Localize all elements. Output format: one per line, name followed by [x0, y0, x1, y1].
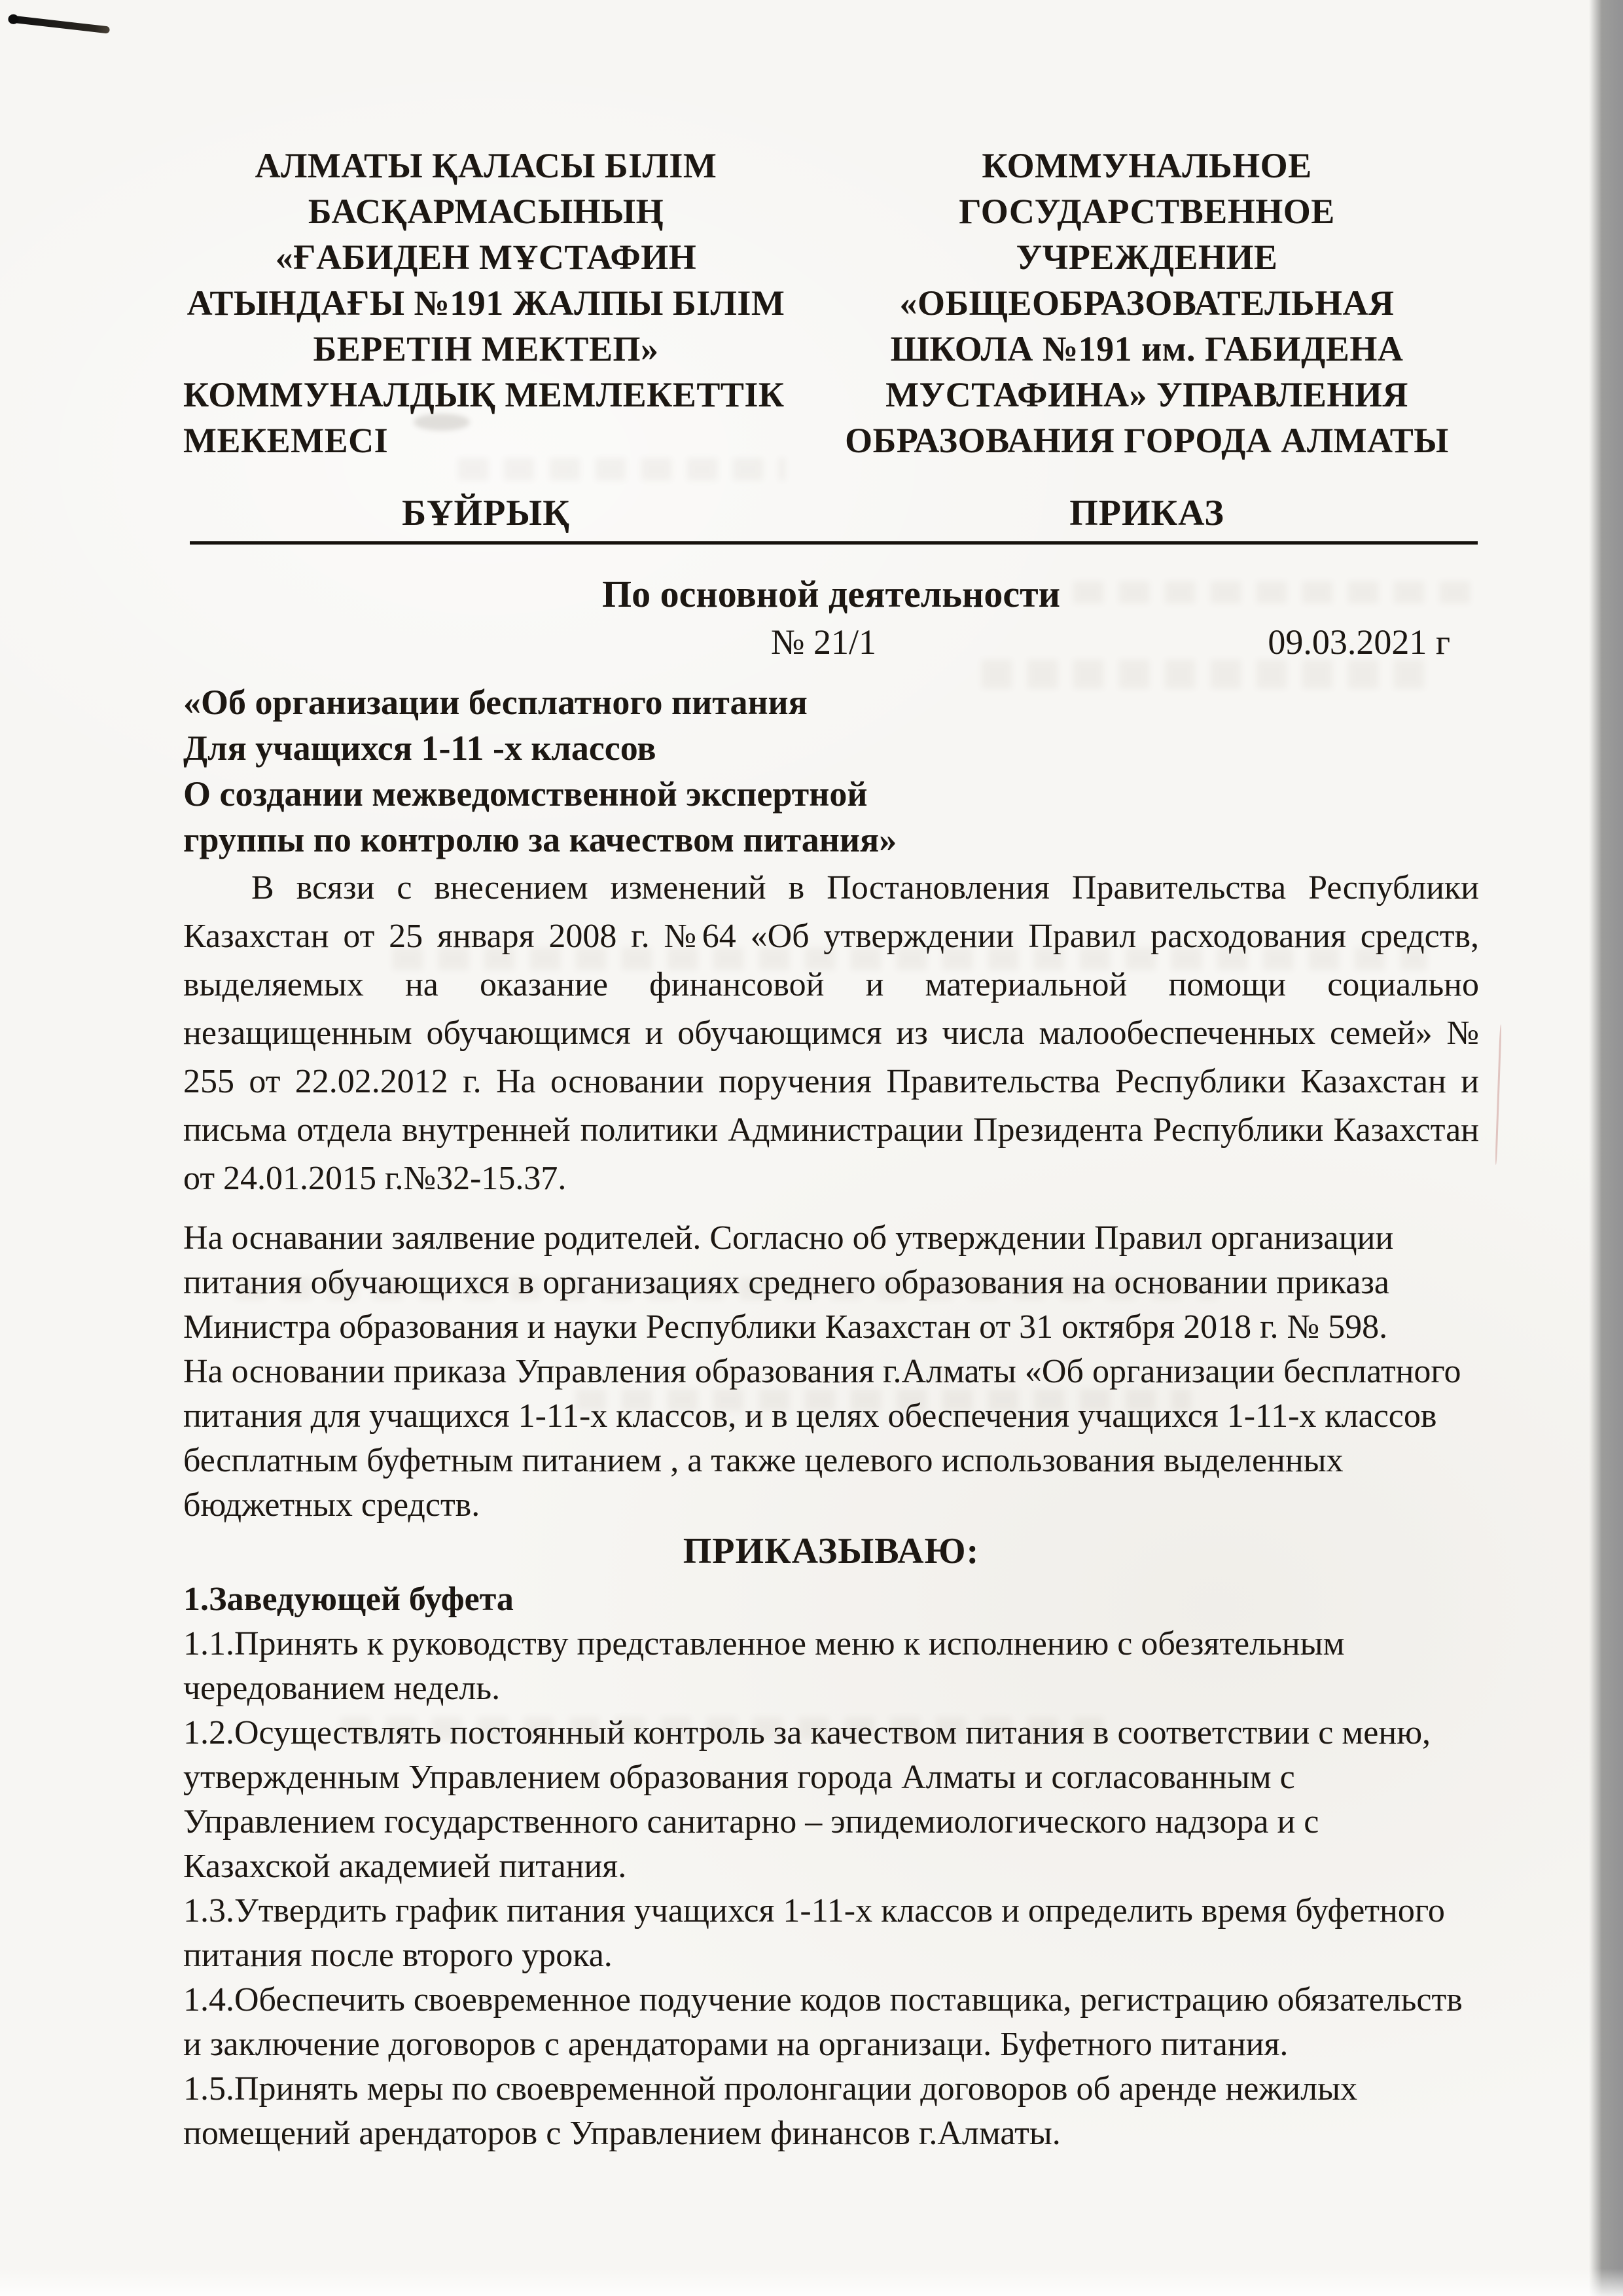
resolution-item: 1.4.Обеспечить своевременное подучение кодов поставщика, регистрацию обязательств и заключение договоров с арендаторами на организаци. Буфетного питания. [183, 1981, 1463, 2063]
org-name-line: БАСҚАРМАСЫНЫҢ [308, 192, 664, 231]
scan-bottom-glare [0, 2269, 1623, 2296]
resolution-item: 1.5.Принять меры по своевременной пролонгации договоров об аренде нежилых помещений арендаторов с Управлением финансов г.Алматы. [183, 2070, 1357, 2152]
org-name-line: ГОСУДАРСТВЕННОЕ [959, 192, 1335, 231]
preamble-paragraph-3: На основании приказа Управления образования г.Алматы «Об организации бесплатного питания для учащихся 1-11-х классов, и в целях обеспечения учащихся 1-11-х классов бесплатным буфетным питанием , а также целевого использования выделенных бюджетных средств. [183, 1353, 1461, 1524]
preamble-paragraph-1: В всязи с внесением изменений в Постановления Правительства Республики Казахстан от 25 января 2008 г. №64 «Об утверждении Правил расходования средств, выделяемых на оказание финансовой и материальной помощи социально незащищенным обучающимся и обучающимся из числа малообеспеченных семей» № 255 от 22.02.2012 г. На основании поручения Правительства Республики Казахстан и письма отдела внутренней политики Администрации Президента Республики Казахстан от 24.01.2015 г.№32-15.37. [183, 869, 1479, 1197]
org-name-kazakh [183, 143, 789, 463]
subject-line: О создании межведомственной экспертной [183, 774, 868, 814]
org-name-line: МУСТАФИНА» УПРАВЛЕНИЯ [885, 375, 1408, 414]
org-name-line: КОММУНАЛЬНОЕ [982, 146, 1312, 185]
org-name-line: МЕКЕМЕСІ [183, 421, 389, 460]
resolution-item: 1.2.Осуществлять постоянный контроль за качеством питания в соответствии с меню, утвержденным Управлением образования города Алматы и согласованным с Управлением государственного санитарно – эпидемиологического надзора и с Казахской академией питания. [183, 1714, 1431, 1885]
document-type-line: По основной деятельности [602, 573, 1060, 615]
order-date: 09.03.2021 г [1268, 622, 1450, 662]
order-number: № 21/1 [771, 622, 877, 662]
resolution-item: 1.1.Принять к руководству представленное меню к исполнению с обезятельным чередованием недель. [183, 1625, 1345, 1707]
org-name-line: УЧРЕЖДЕНИЕ [1016, 238, 1278, 277]
org-name-line: КОММУНАЛДЫҚ МЕМЛЕКЕТТІК [183, 375, 785, 414]
scan-hairline-artifact [1495, 1024, 1502, 1165]
subject-line: Для учащихся 1-11 -х классов [183, 728, 656, 768]
org-name-line: «ОБЩЕОБРАЗОВАТЕЛЬНАЯ [899, 283, 1395, 323]
order-word-kazakh: БҰЙРЫҚ [402, 493, 570, 533]
subject-line: «Об организации бесплатного питания [183, 683, 808, 722]
number-date-row [183, 622, 1479, 661]
preamble-paragraph-2: На оснавании заялвение родителей. Согласно об утверждении Правил организации питания обучающихся в организациях среднего образования на основании приказа Министра образования и науки Республики Казахстан от 31 октября 2018 г. № 598. [183, 1219, 1394, 1346]
org-name-russian [815, 143, 1479, 463]
order-word-russian: ПРИКАЗ [1069, 493, 1224, 533]
preamble-paragraph-group [183, 1216, 1471, 1528]
resolution-item: 1.3.Утвердить график питания учащихся 1-11-х классов и определить время буфетного питания после второго урока. [183, 1892, 1445, 1974]
scan-edge-shadow [1589, 0, 1623, 2296]
org-name-line: АТЫНДАҒЫ №191 ЖАЛПЫ БІЛІМ [187, 283, 785, 323]
org-name-line: ШКОЛА №191 им. ГАБИДЕНА [890, 329, 1404, 368]
order-word-row [183, 492, 1479, 534]
resolution-heading: ПРИКАЗЫВАЮ: [683, 1531, 980, 1571]
org-name-line: ОБРАЗОВАНИЯ ГОРОДА АЛМАТЫ [845, 421, 1449, 460]
horizontal-rule [190, 541, 1478, 545]
subject-line: группы по контролю за качеством питания» [183, 820, 897, 859]
resolution-body [183, 1577, 1471, 2156]
scan-corner-mark [10, 15, 110, 33]
org-name-line: БЕРЕТІН МЕКТЕП» [313, 329, 659, 368]
order-subject [183, 679, 1479, 863]
resolution-section-title: 1.Заведующей буфета [183, 1581, 514, 1618]
org-name-line: АЛМАТЫ ҚАЛАСЫ БІЛІМ [255, 146, 717, 185]
org-name-line: «ҒАБИДЕН МҰСТАФИН [275, 238, 697, 277]
letterhead [183, 143, 1479, 463]
